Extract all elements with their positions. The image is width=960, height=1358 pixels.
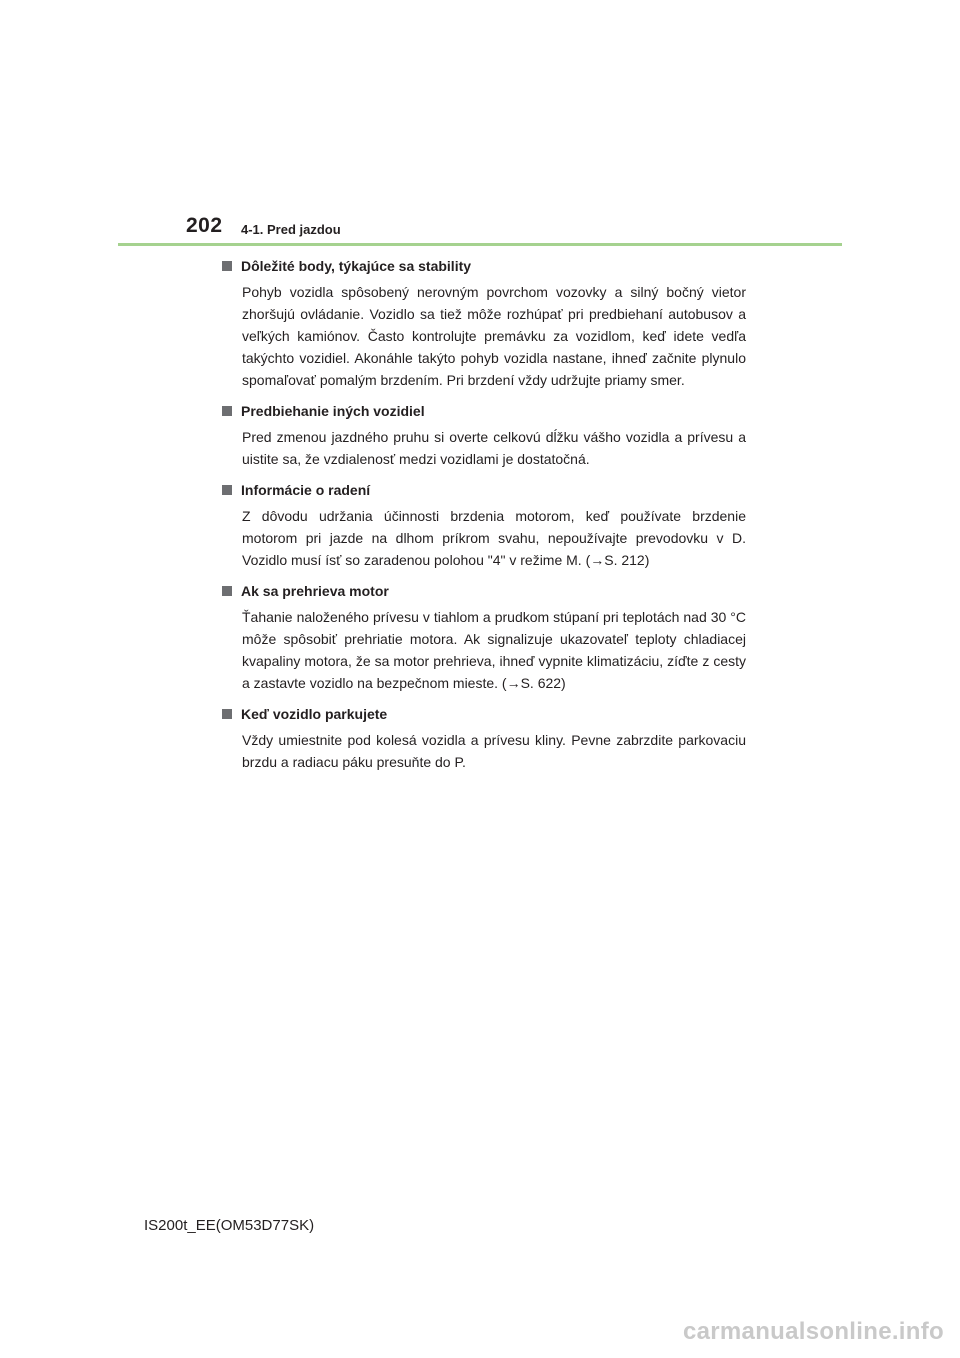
square-bullet-icon xyxy=(222,586,232,596)
page-number: 202 xyxy=(186,214,223,237)
square-bullet-icon xyxy=(222,709,232,719)
heading-text: Informácie o radení xyxy=(241,482,371,498)
section-parking xyxy=(222,703,746,773)
section-heading xyxy=(222,255,746,277)
heading-text: Predbiehanie iných vozidiel xyxy=(241,403,425,419)
section-body: Ťahanie naloženého prívesu v tiahlom a prudkom stúpaní pri teplotách nad 30 °C môže spôsobiť prehriatie motora. Ak signalizuje ukazovateľ teploty chladiacej kvapaliny motora, že sa motor prehrieva, ihneď vypnite klimatizáciu, zíďte z cesty a zastavte vozidlo na bezpečnom mieste. (→S. 622) xyxy=(242,609,746,691)
square-bullet-icon xyxy=(222,406,232,416)
section-heading xyxy=(222,703,746,725)
header-rule xyxy=(118,243,842,246)
section-heading xyxy=(222,479,746,501)
page-content xyxy=(222,255,746,782)
square-bullet-icon xyxy=(222,485,232,495)
watermark: carmanualsonline.info xyxy=(682,1318,944,1345)
section-heading xyxy=(222,400,746,422)
section-overtaking xyxy=(222,400,746,470)
document-code: IS200t_EE(OM53D77SK) xyxy=(144,1217,315,1234)
heading-text: Keď vozidlo parkujete xyxy=(241,706,388,722)
section-body: Vždy umiestnite pod kolesá vozidla a prívesu kliny. Pevne zabrzdite parkovaciu brzdu a radiacu páku presuňte do P. xyxy=(242,732,746,770)
section-heading xyxy=(222,580,746,602)
square-bullet-icon xyxy=(222,261,232,271)
section-body: Z dôvodu udržania účinnosti brzdenia motorom, keď používate brzdenie motorom pri jazde na dlhom príkrom svahu, nepoužívajte prevodovku v D. Vozidlo musí ísť so zaradenou polohou "4" v režime M. (→S. 212) xyxy=(242,508,746,568)
heading-text: Ak sa prehrieva motor xyxy=(241,583,389,599)
section-body: Pred zmenou jazdného pruhu si overte celkovú dĺžku vášho vozidla a prívesu a uistite sa, že vzdialenosť medzi vozidlami je dostatočná. xyxy=(242,429,746,467)
section-shifting xyxy=(222,479,746,571)
section-overheating xyxy=(222,580,746,694)
section-title: 4-1. Pred jazdou xyxy=(241,222,341,237)
heading-text: Dôležité body, týkajúce sa stability xyxy=(241,258,472,274)
section-stability xyxy=(222,255,746,391)
section-body: Pohyb vozidla spôsobený nerovným povrchom vozovky a silný bočný vietor zhoršujú ovládanie. Vozidlo sa tiež môže rozhúpať pri predbiehaní autobusov a veľkých kamiónov. Často kontrolujte premávku za vozidlom, keď idete vedľa takýchto vozidiel. Akonáhle takýto pohyb vozidla nastane, ihneď začnite plynulo spomaľovať pomalým brzdením. Pri brzdení vždy udržujte priamy smer. xyxy=(242,284,746,388)
